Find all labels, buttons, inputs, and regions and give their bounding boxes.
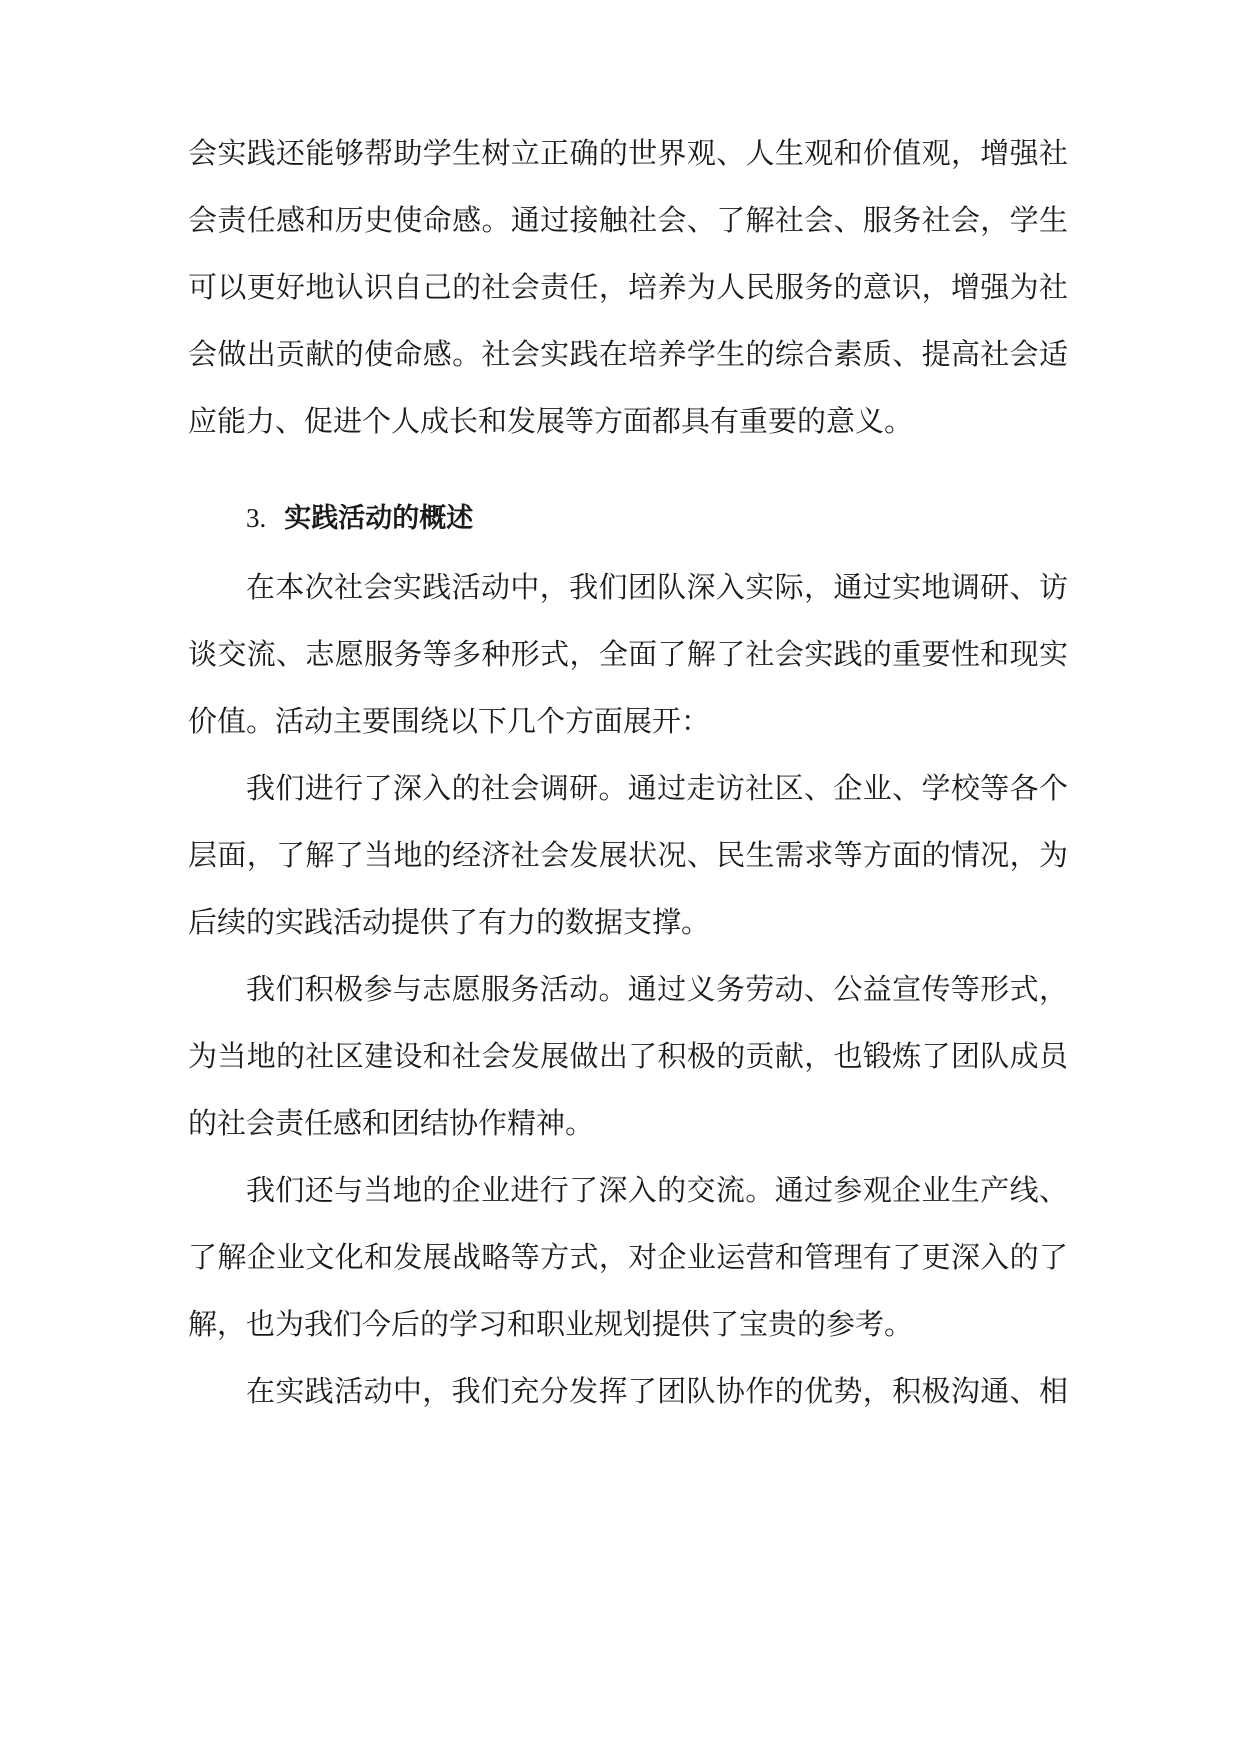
paragraph-line: 谈交流、志愿服务等多种形式，全面了解了社会实践的重要性和现实: [188, 637, 1068, 671]
paragraph-line: 了解企业文化和发展战略等方式，对企业运营和管理有了更深入的了: [188, 1240, 1068, 1274]
paragraph-line: 在本次社会实践活动中，我们团队深入实际，通过实地调研、访: [246, 570, 1068, 604]
paragraph-line: 在实践活动中，我们充分发挥了团队协作的优势，积极沟通、相: [246, 1374, 1068, 1408]
paragraph-line: 我们积极参与志愿服务活动。通过义务劳动、公益宣传等形式，: [246, 972, 1068, 1006]
paragraph-line: 可以更好地认识自己的社会责任，培养为人民服务的意识，增强为社: [188, 270, 1068, 304]
paragraph-line: 为当地的社区建设和社会发展做出了积极的贡献，也锻炼了团队成员: [188, 1039, 1068, 1073]
paragraph-line: 会实践还能够帮助学生树立正确的世界观、人生观和价值观，增强社: [188, 136, 1068, 170]
paragraph-line: 层面，了解了当地的经济社会发展状况、民生需求等方面的情况，为: [188, 838, 1068, 872]
section-number: 3.: [246, 503, 267, 533]
paragraph-line: 的社会责任感和团结协作精神。: [188, 1106, 595, 1140]
paragraph-line: 应能力、促进个人成长和发展等方面都具有重要的意义。: [188, 404, 914, 438]
section-title: 实践活动的概述: [284, 503, 474, 534]
section-heading: [246, 498, 473, 539]
paragraph-line: 我们进行了深入的社会调研。通过走访社区、企业、学校等各个: [246, 771, 1068, 805]
paragraph-line: 会做出贡献的使命感。社会实践在培养学生的综合素质、提高社会适: [188, 337, 1068, 371]
paragraph-line: 价值。活动主要围绕以下几个方面展开：: [188, 704, 711, 738]
paragraph-line: 解，也为我们今后的学习和职业规划提供了宝贵的参考。: [188, 1307, 914, 1341]
paragraph-line: 后续的实践活动提供了有力的数据支撑。: [188, 905, 711, 939]
paragraph-line: 我们还与当地的企业进行了深入的交流。通过参观企业生产线、: [246, 1173, 1068, 1207]
paragraph-line: 会责任感和历史使命感。通过接触社会、了解社会、服务社会，学生: [188, 203, 1068, 237]
